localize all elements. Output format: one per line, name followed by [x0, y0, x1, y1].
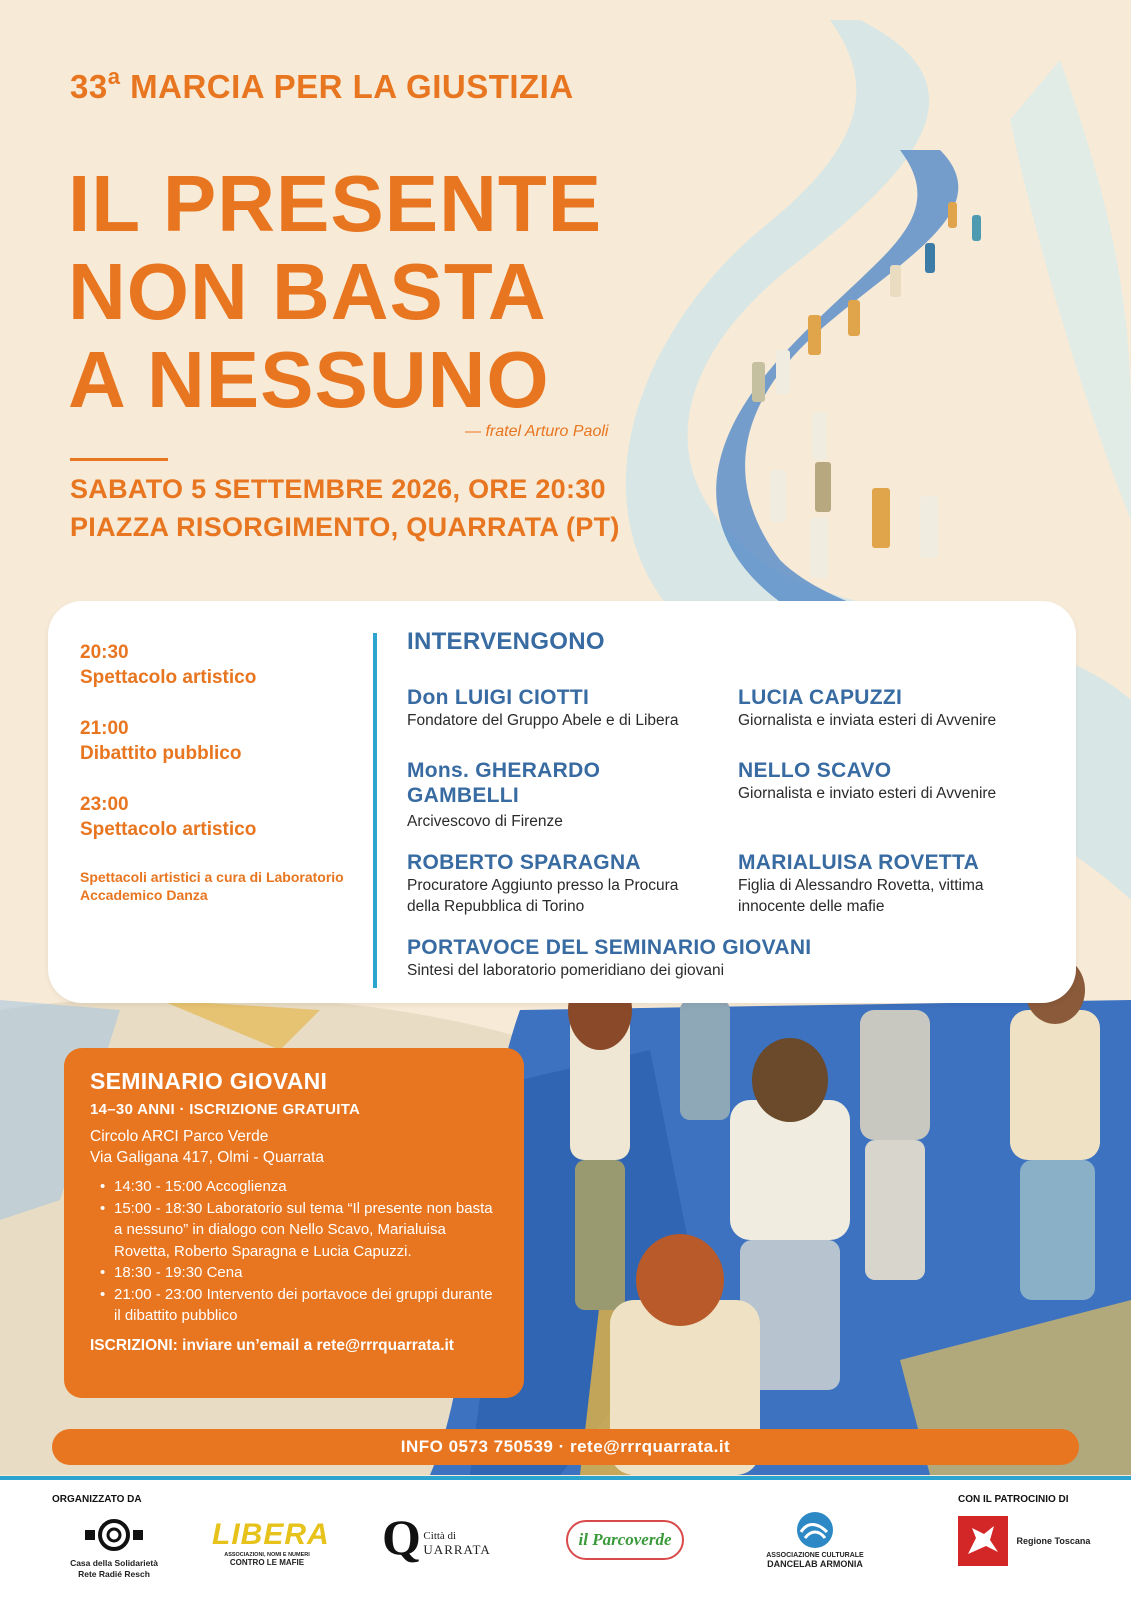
schedule-note: Spettacoli artistici a cura di Laboratorio Accademico Danza	[80, 869, 344, 903]
title-line: A NESSUNO	[68, 335, 550, 424]
quote-attribution: — fratel Arturo Paoli	[465, 423, 609, 440]
pegasus-icon	[958, 1516, 1008, 1566]
event-date: SABATO 5 SETTEMBRE 2026, ORE 20:30	[70, 474, 606, 504]
seminar-venue-name: Circolo ARCI Parco Verde	[90, 1128, 269, 1145]
seminar-item: • 14:30 - 15:00 Accoglienza	[90, 1176, 498, 1198]
seminar-venue	[90, 1126, 498, 1168]
ordinal-suffix: a	[107, 64, 121, 89]
schedule-time: 23:00	[80, 794, 129, 815]
logo-line: Regione Toscana	[1016, 1536, 1091, 1546]
schedule-item	[80, 792, 350, 842]
footer	[0, 1476, 1131, 1600]
speaker	[738, 685, 1068, 731]
schedule	[80, 640, 350, 904]
logo-regione-toscana	[958, 1516, 1098, 1566]
schedule-item	[80, 640, 350, 690]
logo-quarrata	[382, 1509, 502, 1565]
title-line: IL PRESENTE	[68, 159, 603, 248]
speaker-name: ROBERTO SPARAGNA	[407, 851, 641, 874]
divider	[70, 458, 168, 461]
main-title	[68, 160, 602, 424]
seminar-item: • 15:00 - 18:30 Laboratorio sul tema “Il presente non basta a nessuno” in dialogo con Nello Scavo, Marialuisa Rovetta, Roberto Sparagna e Lucia Capuzzi.	[90, 1198, 498, 1263]
seminar-address: Via Galigana 417, Olmi - Quarrata	[90, 1149, 325, 1166]
seminar-program	[90, 1176, 498, 1327]
speaker-name: PORTAVOCE DEL SEMINARIO GIOVANI	[407, 936, 812, 959]
speaker-role: Giornalista e inviato esteri di Avvenire	[738, 785, 997, 802]
schedule-time: 21:00	[80, 718, 129, 739]
speaker-name: LUCIA CAPUZZI	[738, 686, 903, 709]
speaker-name: MARIALUISA ROVETTA	[738, 851, 980, 874]
speakers-heading: INTERVENGONO	[407, 628, 605, 655]
speaker-role: Figlia di Alessandro Rovetta, vittima innocente delle mafie	[738, 877, 984, 915]
speaker	[738, 850, 1038, 917]
seminar-item: • 18:30 - 19:30 Cena	[90, 1262, 498, 1284]
logo-line: Città di	[423, 1530, 457, 1542]
speaker-name: NELLO SCAVO	[738, 759, 892, 782]
schedule-name: Spettacolo artistico	[80, 819, 257, 840]
seminar-title: SEMINARIO GIOVANI	[90, 1068, 328, 1094]
logo-line: Rete Radié Resch	[78, 1569, 150, 1579]
logo-parcoverde	[566, 1520, 684, 1560]
speaker-name: Don LUIGI CIOTTI	[407, 686, 590, 709]
logo-line: UARRATA	[423, 1542, 491, 1557]
event-kicker	[70, 64, 574, 106]
organized-by-label: ORGANIZZATO DA	[52, 1494, 142, 1505]
libera-logo: LIBERA	[212, 1518, 330, 1551]
speaker-role: Procuratore Aggiunto presso la Procura della Repubblica di Torino	[407, 877, 679, 915]
event-place: PIAZZA RISORGIMENTO, QUARRATA (PT)	[70, 512, 620, 542]
kicker-text: MARCIA PER LA GIUSTIZIA	[120, 68, 574, 105]
speaker-role: Sintesi del laboratorio pomeridiano dei giovani	[407, 962, 725, 979]
seminar-signup: ISCRIZIONI: inviare un’email a rete@rrrquarrata.it	[90, 1336, 454, 1354]
title-line: NON BASTA	[68, 247, 547, 336]
info-bar: INFO 0573 750539 · rete@rrrquarrata.it	[52, 1429, 1079, 1465]
speaker	[407, 685, 727, 731]
speaker-role: Fondatore del Gruppo Abele e di Libera	[407, 712, 679, 729]
schedule-name: Spettacolo artistico	[80, 667, 257, 688]
spiral-figures-icon	[83, 1514, 145, 1556]
logo-line: ASSOCIAZIONE CULTURALE	[766, 1552, 864, 1559]
seminar-box	[64, 1048, 524, 1398]
logo-libera	[212, 1518, 330, 1567]
seminar-item: • 21:00 - 23:00 Intervento dei portavoce dei gruppi durante il dibattito pubblico	[90, 1284, 498, 1327]
logo-line: DANCELAB ARMONIA	[767, 1559, 863, 1569]
logo-line: ASSOCIAZIONI, NOMI E NUMERI	[224, 1552, 310, 1558]
speaker	[738, 758, 1068, 804]
schedule-item	[80, 716, 350, 766]
speaker-role: Arcivescovo di Firenze	[407, 813, 563, 830]
speaker	[407, 935, 1047, 981]
dancelab-wave-icon	[795, 1510, 835, 1550]
seminar-subtitle: 14–30 ANNI · ISCRIZIONE GRATUITA	[90, 1101, 361, 1118]
schedule-time: 20:30	[80, 642, 129, 663]
edition-number: 33	[70, 68, 108, 105]
logo-casa-solidarieta	[44, 1514, 184, 1580]
logo-line: Casa della Solidarietà	[70, 1558, 158, 1568]
speaker-role: Giornalista e inviata esteri di Avvenire	[738, 712, 997, 729]
parcoverde-logo: il Parcoverde	[566, 1520, 684, 1560]
event-when-where	[70, 470, 620, 546]
speakers-section	[407, 628, 1067, 979]
logo-line: CONTRO LE MAFIE	[229, 1558, 305, 1567]
logo-dancelab	[750, 1510, 880, 1569]
speaker	[407, 850, 707, 917]
speaker-name: Mons. GHERARDO GAMBELLI	[407, 759, 601, 807]
speaker	[407, 758, 647, 832]
schedule-name: Dibattito pubblico	[80, 743, 242, 764]
patronage-label: CON IL PATROCINIO DI	[958, 1494, 1069, 1505]
quarrata-crest-icon: Q	[382, 1509, 421, 1565]
card-divider	[373, 633, 377, 988]
